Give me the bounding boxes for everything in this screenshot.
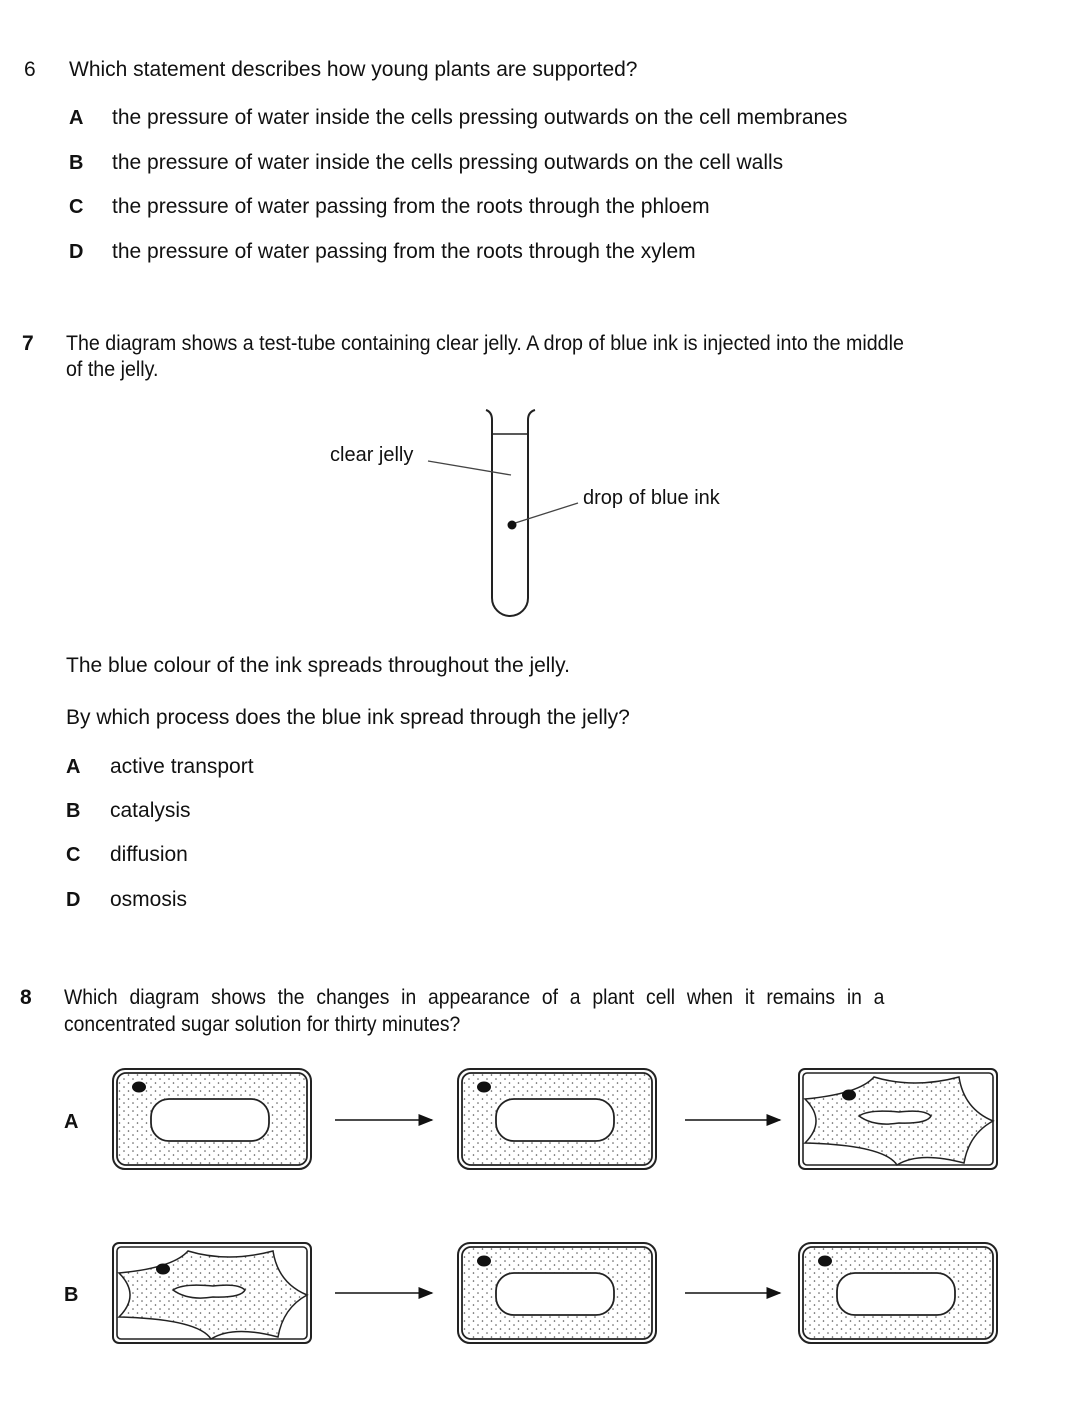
row-b-cell-2 <box>458 1243 656 1343</box>
question-8-stem-line2: concentrated sugar solution for thirty minutes? <box>64 1013 461 1036</box>
q6-option-c-text: the pressure of water passing from the roots through the phloem <box>112 195 710 218</box>
q8-option-a-letter: A <box>64 1111 79 1133</box>
q7-option-c-letter: C <box>66 844 81 866</box>
q6-option-d-text: the pressure of water passing from the roots through the xylem <box>112 240 696 263</box>
question-7-stem-line1: The diagram shows a test-tube containing clear jelly. A drop of blue ink is injected into the middle <box>66 332 904 355</box>
question-6-stem: Which statement describes how young plants are supported? <box>69 58 638 81</box>
row-a-cell-1 <box>113 1069 311 1169</box>
q6-option-b-letter: B <box>69 152 84 174</box>
q7-option-d-text: osmosis <box>110 888 188 911</box>
question-8-number: 8 <box>20 986 32 1009</box>
q6-option-b-text: the pressure of water inside the cells pressing outwards on the cell walls <box>112 151 784 174</box>
row-b-cell-3 <box>799 1243 997 1343</box>
row-a-cell-2 <box>458 1069 656 1169</box>
q7-option-b-text: catalysis <box>110 799 191 822</box>
question-7-prompt: By which process does the blue ink spread through the jelly? <box>66 706 630 729</box>
q7-option-a-letter: A <box>66 756 81 778</box>
question-6-number: 6 <box>24 58 36 81</box>
q7-option-a-text: active transport <box>110 755 254 778</box>
q6-option-c-letter: C <box>69 196 84 218</box>
question-7-stem-line2: of the jelly. <box>66 358 159 381</box>
q7-option-c-text: diffusion <box>110 843 188 866</box>
question-8-stem-line1: Which diagram shows the changes in appearance of a plant cell when it remains in a <box>64 986 885 1009</box>
row-b-cell-1 <box>113 1243 311 1343</box>
q8-option-b-letter: B <box>64 1284 79 1306</box>
row-a-cell-3 <box>799 1069 997 1169</box>
q6-option-a-letter: A <box>69 107 84 129</box>
label-drop-of-blue-ink: drop of blue ink <box>583 487 720 509</box>
q6-option-d-letter: D <box>69 241 84 263</box>
question-7-statement: The blue colour of the ink spreads throughout the jelly. <box>66 654 570 677</box>
label-clear-jelly: clear jelly <box>330 444 414 466</box>
q7-option-d-letter: D <box>66 889 81 911</box>
q6-option-a-text: the pressure of water inside the cells pressing outwards on the cell membranes <box>112 106 848 129</box>
question-7-number: 7 <box>22 332 34 355</box>
q7-option-b-letter: B <box>66 800 81 822</box>
